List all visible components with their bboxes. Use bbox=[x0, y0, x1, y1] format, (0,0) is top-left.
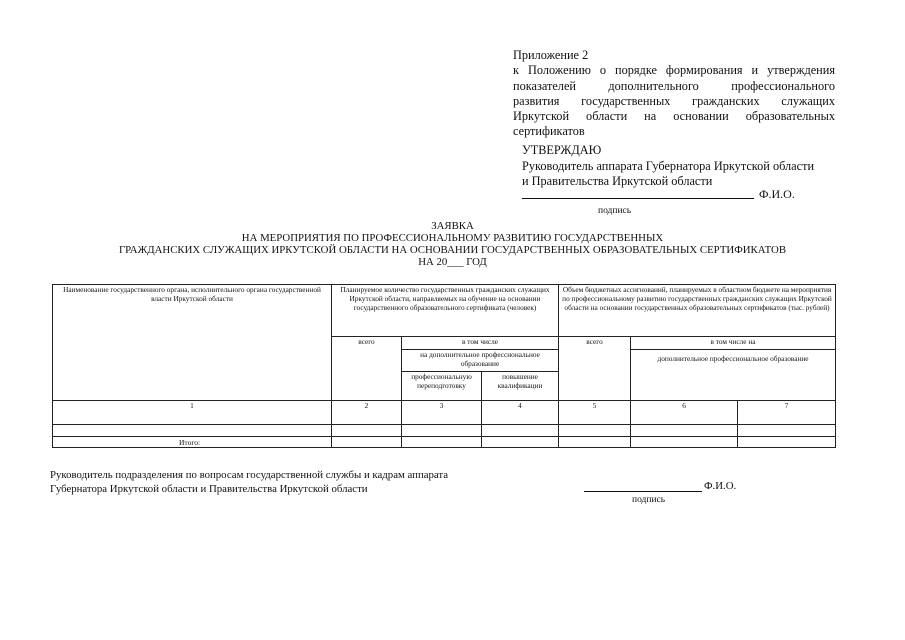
column-number: 6 bbox=[631, 401, 738, 425]
table-cell[interactable] bbox=[738, 437, 836, 448]
column-number: 4 bbox=[482, 401, 559, 425]
header-including: в том числе на bbox=[631, 337, 836, 350]
document-year: НА 20___ ГОД bbox=[418, 256, 487, 268]
column-number: 2 bbox=[332, 401, 402, 425]
table-cell[interactable] bbox=[332, 437, 402, 448]
approver-position: Руководитель аппарата Губернатора Иркутской области bbox=[522, 158, 815, 173]
approval-block bbox=[522, 143, 842, 190]
footer-signature-caption: подпись bbox=[632, 495, 666, 505]
header-qualification: повышение квалификации bbox=[482, 372, 559, 401]
appendix-block bbox=[513, 48, 835, 140]
column-number: 5 bbox=[559, 401, 631, 425]
table-cell[interactable] bbox=[482, 425, 559, 437]
footer-fio: Ф.И.О. bbox=[704, 480, 737, 492]
header-including: в том числе bbox=[402, 337, 559, 350]
header-planned: Планируемое количество государственных гражданских служащих Иркутской области, направляемых на обучение на основании государственного образовательного сертификата (человек) bbox=[332, 285, 559, 337]
header-total-people: всего bbox=[332, 337, 402, 401]
table-cell[interactable] bbox=[402, 437, 482, 448]
table-cell[interactable] bbox=[482, 437, 559, 448]
table-cell[interactable] bbox=[53, 425, 332, 437]
approve-label: УТВЕРЖДАЮ bbox=[522, 143, 602, 157]
header-org: Наименование государственного органа, исполнительного органа государственной власти Иркутской области bbox=[53, 285, 332, 401]
table-cell[interactable] bbox=[559, 425, 631, 437]
appendix-line: развития государственных гражданских служащих bbox=[513, 93, 835, 108]
appendix-line: показателей дополнительного профессионального bbox=[513, 78, 835, 93]
appendix-line: сертификатов bbox=[513, 124, 585, 139]
approval-signature-caption: подпись bbox=[598, 206, 632, 216]
header-additional-education bbox=[631, 350, 836, 401]
appendix-line: к Положению о порядке формирования и утверждения bbox=[513, 63, 835, 78]
header-total-budget: всего bbox=[559, 337, 631, 401]
table-cell[interactable] bbox=[559, 437, 631, 448]
table-row bbox=[53, 425, 836, 437]
column-number: 1 bbox=[53, 401, 332, 425]
table-cell[interactable] bbox=[631, 425, 738, 437]
document-title: ЗАЯВКА bbox=[431, 220, 474, 232]
header-additional-education: на дополнительное профессиональное образование bbox=[402, 350, 559, 372]
document-subtitle: НА МЕРОПРИЯТИЯ ПО ПРОФЕССИОНАЛЬНОМУ РАЗВИТИЮ ГОСУДАРСТВЕННЫХ bbox=[241, 232, 664, 244]
approver-position: и Правительства Иркутской области bbox=[522, 174, 713, 188]
appendix-line: Иркутской области на основании образовательных bbox=[513, 109, 835, 124]
request-table bbox=[52, 284, 836, 448]
document-subtitle: ГРАЖДАНСКИХ СЛУЖАЩИХ ИРКУТСКОЙ ОБЛАСТИ НА ОСНОВАНИИ ГОСУДАРСТВЕННЫХ ОБРАЗОВАТЕЛЬНЫХ СЕРТИФИКАТОВ bbox=[118, 244, 787, 256]
table-cell[interactable] bbox=[738, 425, 836, 437]
header-budget: Объем бюджетных ассигнований, планируемых в областном бюджете на мероприятия по профессиональному развитию государственных гражданских служащих Иркутской области на основании государственных образовательных сертификатов (тыс. рублей) bbox=[559, 285, 836, 337]
header-retraining: профессиональную переподготовку bbox=[402, 372, 482, 401]
footer-signer bbox=[50, 469, 448, 496]
column-number: 7 bbox=[738, 401, 836, 425]
approval-signature-line bbox=[522, 198, 754, 199]
column-number: 3 bbox=[402, 401, 482, 425]
footer-signature-line bbox=[584, 491, 702, 492]
table-row-total bbox=[53, 437, 836, 448]
table-cell[interactable] bbox=[332, 425, 402, 437]
table-cell[interactable] bbox=[631, 437, 738, 448]
footer-position: Руководитель подразделения по вопросам государственной службы и кадрам аппарата bbox=[50, 469, 449, 481]
approval-fio: Ф.И.О. bbox=[759, 187, 795, 201]
additional-education-label: дополнительное профессиональное образование bbox=[657, 354, 809, 363]
footer-position: Губернатора Иркутской области и Правительства Иркутской области bbox=[50, 482, 368, 495]
total-row-label: Итого: bbox=[53, 437, 332, 448]
table-cell[interactable] bbox=[402, 425, 482, 437]
appendix-title: Приложение 2 bbox=[513, 48, 589, 62]
